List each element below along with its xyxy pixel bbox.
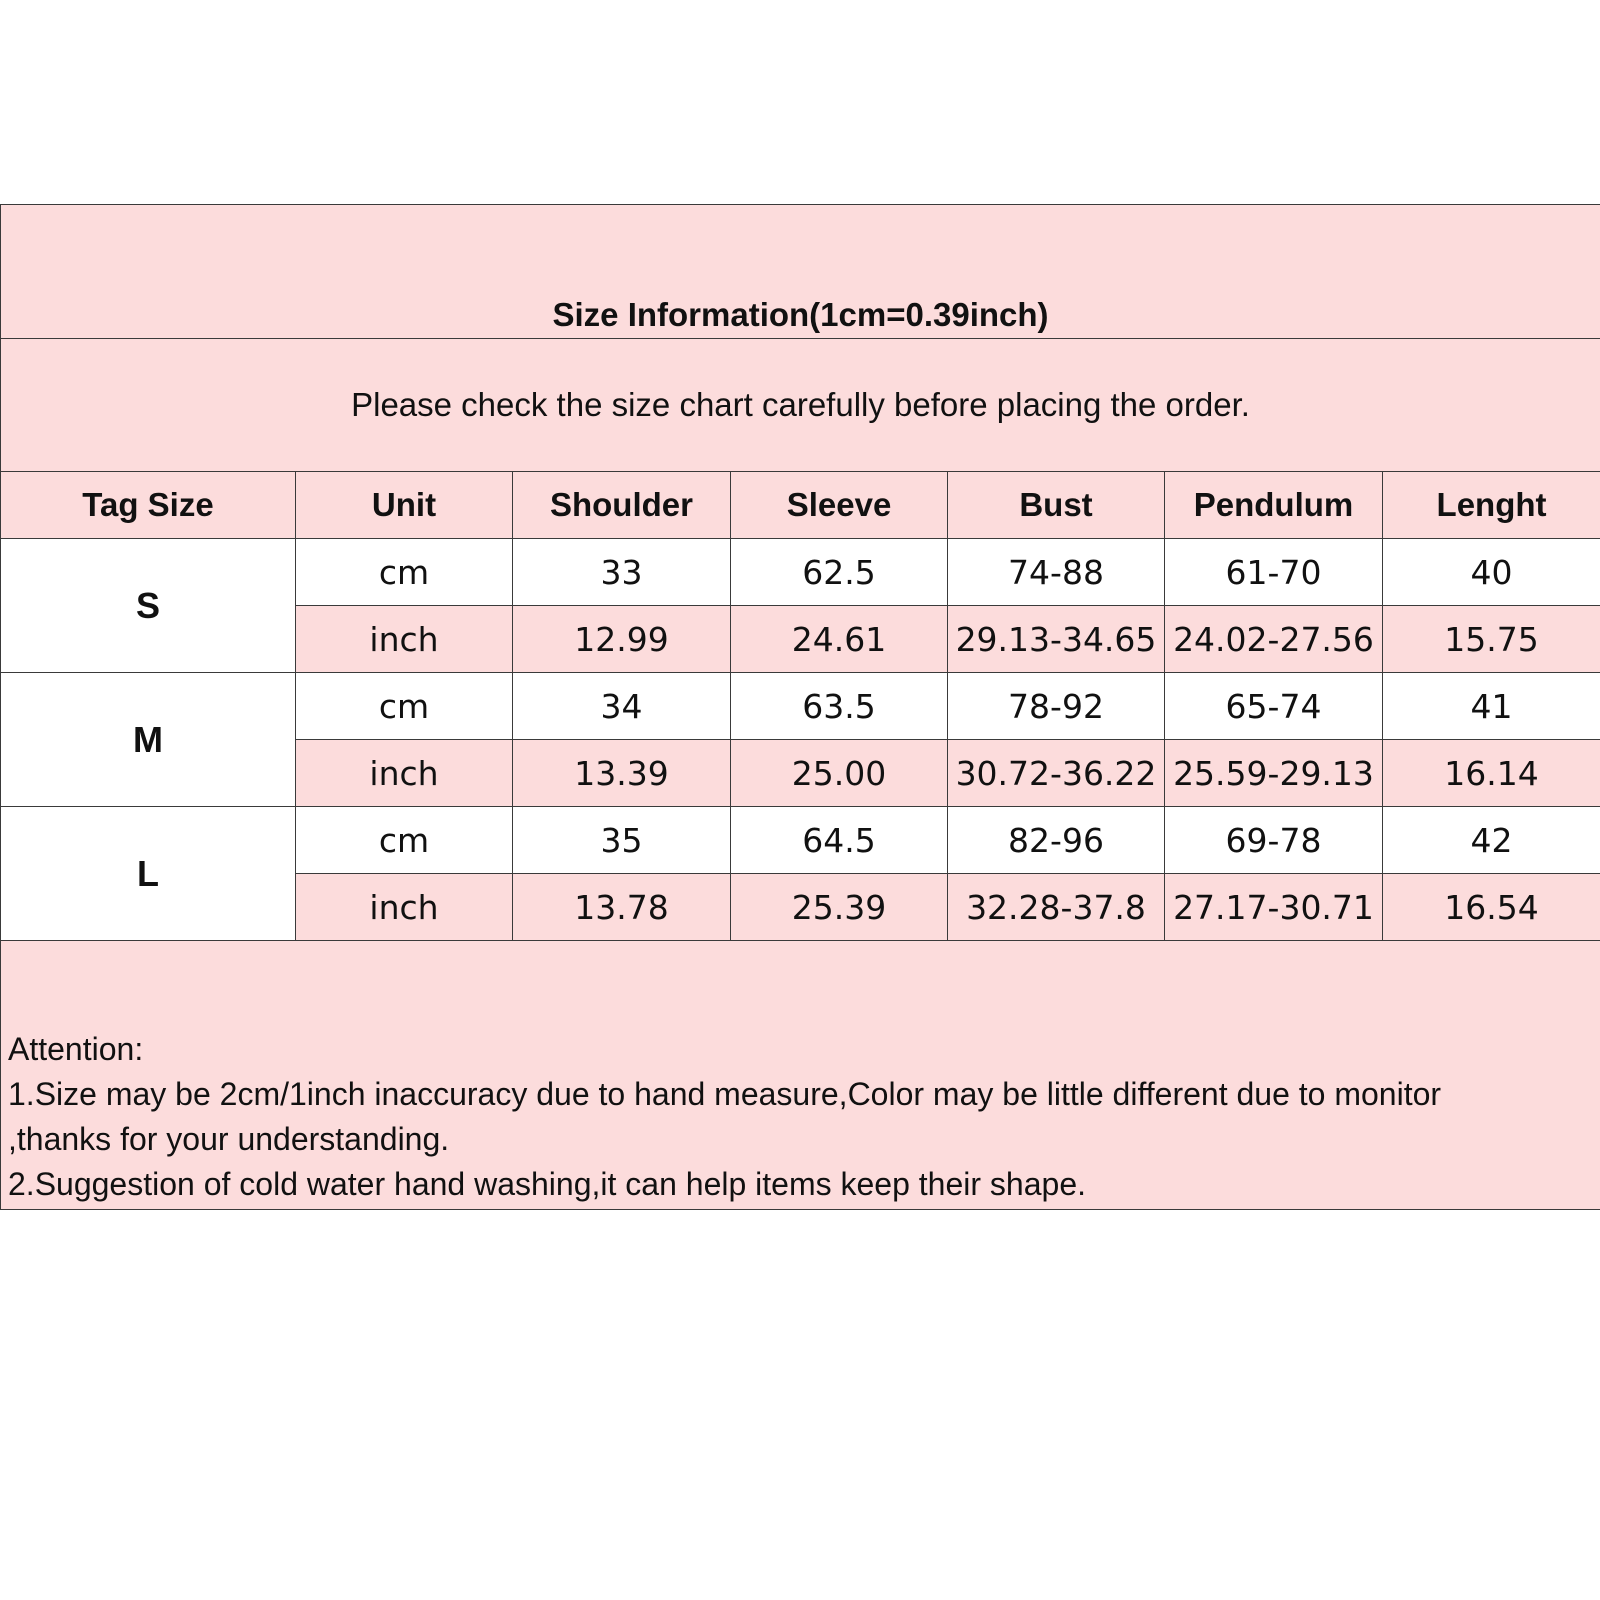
unit-cell: cm (296, 539, 513, 606)
header-unit: Unit (296, 472, 513, 539)
header-bust: Bust (948, 472, 1165, 539)
pendulum-cell: 24.02-27.56 (1165, 606, 1383, 673)
shoulder-cell: 35 (513, 807, 731, 874)
header-pendulum: Pendulum (1165, 472, 1383, 539)
sleeve-cell: 25.39 (731, 874, 948, 941)
header-sleeve: Sleeve (731, 472, 948, 539)
length-cell: 40 (1383, 539, 1600, 606)
size-chart-sheet (0, 204, 1600, 1214)
length-cell: 15.75 (1383, 606, 1600, 673)
bust-cell: 78-92 (948, 673, 1165, 740)
sleeve-cell: 62.5 (731, 539, 948, 606)
attention-notes (1, 941, 1600, 1210)
unit-cell: inch (296, 606, 513, 673)
sleeve-cell: 25.00 (731, 740, 948, 807)
header-tag-size: Tag Size (1, 472, 296, 539)
bust-cell: 30.72-36.22 (948, 740, 1165, 807)
tag-size-s: S (1, 539, 296, 673)
unit-cell: cm (296, 807, 513, 874)
header-shoulder: Shoulder (513, 472, 731, 539)
shoulder-cell: 34 (513, 673, 731, 740)
subtitle: Please check the size chart carefully before placing the order. (1, 339, 1600, 472)
tag-size-l: L (1, 807, 296, 941)
pendulum-cell: 27.17-30.71 (1165, 874, 1383, 941)
pendulum-cell: 25.59-29.13 (1165, 740, 1383, 807)
shoulder-cell: 33 (513, 539, 731, 606)
bust-cell: 29.13-34.65 (948, 606, 1165, 673)
header-length: Lenght (1383, 472, 1600, 539)
length-cell: 41 (1383, 673, 1600, 740)
size-table (0, 204, 1600, 1210)
pendulum-cell: 69-78 (1165, 807, 1383, 874)
shoulder-cell: 13.78 (513, 874, 731, 941)
header-row (1, 472, 1600, 539)
shoulder-cell: 13.39 (513, 740, 731, 807)
unit-cell: inch (296, 740, 513, 807)
length-cell: 16.54 (1383, 874, 1600, 941)
tag-size-m: M (1, 673, 296, 807)
unit-cell: inch (296, 874, 513, 941)
title-cell (1, 205, 1600, 339)
bust-cell: 74-88 (948, 539, 1165, 606)
shoulder-cell: 12.99 (513, 606, 731, 673)
length-cell: 42 (1383, 807, 1600, 874)
unit-cell: cm (296, 673, 513, 740)
notes-heading: Attention: (8, 1031, 144, 1067)
note-line: 2.Suggestion of cold water hand washing,it can help items keep their shape. (8, 1166, 1086, 1202)
sleeve-cell: 24.61 (731, 606, 948, 673)
pendulum-cell: 65-74 (1165, 673, 1383, 740)
length-cell: 16.14 (1383, 740, 1600, 807)
note-line: ,thanks for your understanding. (8, 1121, 450, 1157)
sleeve-cell: 63.5 (731, 673, 948, 740)
note-line: 1.Size may be 2cm/1inch inaccuracy due to hand measure,Color may be little different due to monitor (8, 1076, 1442, 1112)
table-row (1, 539, 1600, 606)
page-title: Size Information(1cm=0.39inch) (552, 296, 1049, 333)
sleeve-cell: 64.5 (731, 807, 948, 874)
bust-cell: 82-96 (948, 807, 1165, 874)
pendulum-cell: 61-70 (1165, 539, 1383, 606)
table-row (1, 807, 1600, 874)
bust-cell: 32.28-37.8 (948, 874, 1165, 941)
table-row (1, 673, 1600, 740)
